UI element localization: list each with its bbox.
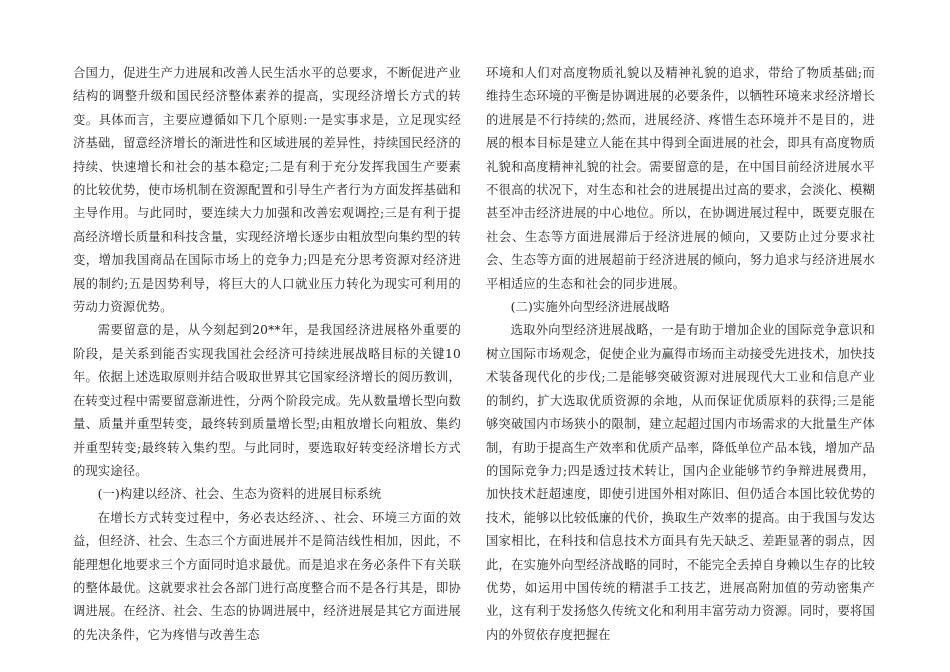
right-column bbox=[486, 62, 875, 647]
section-heading: (一)构建以经济、社会、生态为资料的进展目标系统 bbox=[97, 487, 382, 502]
paragraph: 环境和人们对高度物质礼貌以及精神礼貌的追求，带给了物质基础;而维持生态环境的平衡是协调进展的必要条件，以牺牲环境来求经济增长的进展是不行持续的;然而，进展经济、疼惜生态环境并不是目的，进展的根本目标是建立人能在其中得到全面进展的社会，即具有高度物质礼貌和高度精神礼貌的社会。需要留意的是，在中国目前经济进展水平不很高的状况下，对生态和社会的进展提出过高的要求，会淡化、模糊甚至冲击经济进展的中心地位。所以，在协调进展过程中，既要克服在社会、生态等方面进展滞后于经济进展的倾向，又要防止过分要求社会、生态等方面的进展超前于经济进展的倾向，努力追求与经济进展水平相适应的生态和社会的同步进展。 bbox=[486, 66, 875, 291]
section-heading: (二)实施外向型经济进展战略 bbox=[510, 300, 670, 315]
paragraph: 选取外向型经济进展战略，一是有助于增加企业的国际竞争意识和树立国际市场观念，促使企业为赢得市场而主动接受先进技术，加快技术装备现代化的步伐;二是能够突破资源对进展现代大工业和信息产业的制约，扩大选取优质资源的余地，从而保证优质原料的获得;三是能够突破国内市场狭小的限制，建立起超过国内市场需求的大批量生产体制，有助于提高生产效率和优质产品率，降低单位产品本钱，增加产品的国际竞争力;四是透过技术转让，国内企业能够节约争辩进展费用，加快技术赶超速度，即使引进国外相对陈旧、但仍适合本国比较优势的技术，能够以比较低廉的代价，换取生产效率的提高。由于我国与发达国家相比，在科技和信息技术方面具有先天缺乏、差距显著的弱点，因此，在实施外向型经济战略的同时，不能完全丢掉自身赖以生存的比较优势，如运用中国传统的精湛手工技艺，进展高附加值的劳动密集产业，这有利于发扬悠久传统文化和利用丰富劳动力资源。同时，要将国内的外贸依存度把握在 bbox=[486, 323, 875, 642]
paragraph: 合国力，促进生产力进展和改善人民生活水平的总要求，不断促进产业结构的调整升级和国民经济整体素养的提高，实现经济增长方式的转变。具体而言，主要应遵循如下几个原则:一是实事求是，立足现实经济基础，留意经济增长的渐进性和区域进展的差异性，持续国民经济的持续、快速增长和社会的基本稳定;二是有利于充分发挥我国生产要素的比较优势，使市场机制在资源配置和引导生产者行为方面发挥基础和主导作用。与此同时，要连续大力加强和改善宏观调控;三是有利于提高经济增长质量和科技含量，实现经济增长逐步由粗放型向集约型的转变，增加我国商品在国际市场上的竞争力;四是充分思考资源对经济进展的制约;五是因势利导，将巨大的人口就业压力转化为现实可利用的劳动力资源优势。 bbox=[73, 66, 461, 315]
paragraph: 在增长方式转变过程中，务必表达经济、、社会、环境三方面的效益，但经济、社会、生态三个方面进展并不是简洁线性相加，因此，不能理想化地要求三个方面同时追求最优。而是追求在务必条件下有关联的整体最优。这就要求社会各部门进行高度整合而不是各行其是，即协调进展。在经济、社会、生态的协调进展中，经济进展是其它方面进展的先决条件，它为疼惜与改善生态 bbox=[73, 510, 461, 642]
paragraph: 需要留意的是，从今刻起到20**年，是我国经济进展格外重要的阶段，是关系到能否实现我国社会经济可持续进展战略目标的关键10年。依据上述选取原则并结合吸取世界其它国家经济增长的阅历教训，在转变过程中需要留意渐进性，分两个阶段完成。先从数量增长型向数量、质量并重型转变，最终转到质量增长型;由粗放增长向粗放、集约并重型转变;最终转入集约型。与此同时，要选取好转变经济增长方式的现实途径。 bbox=[73, 323, 461, 478]
left-column bbox=[73, 62, 461, 647]
